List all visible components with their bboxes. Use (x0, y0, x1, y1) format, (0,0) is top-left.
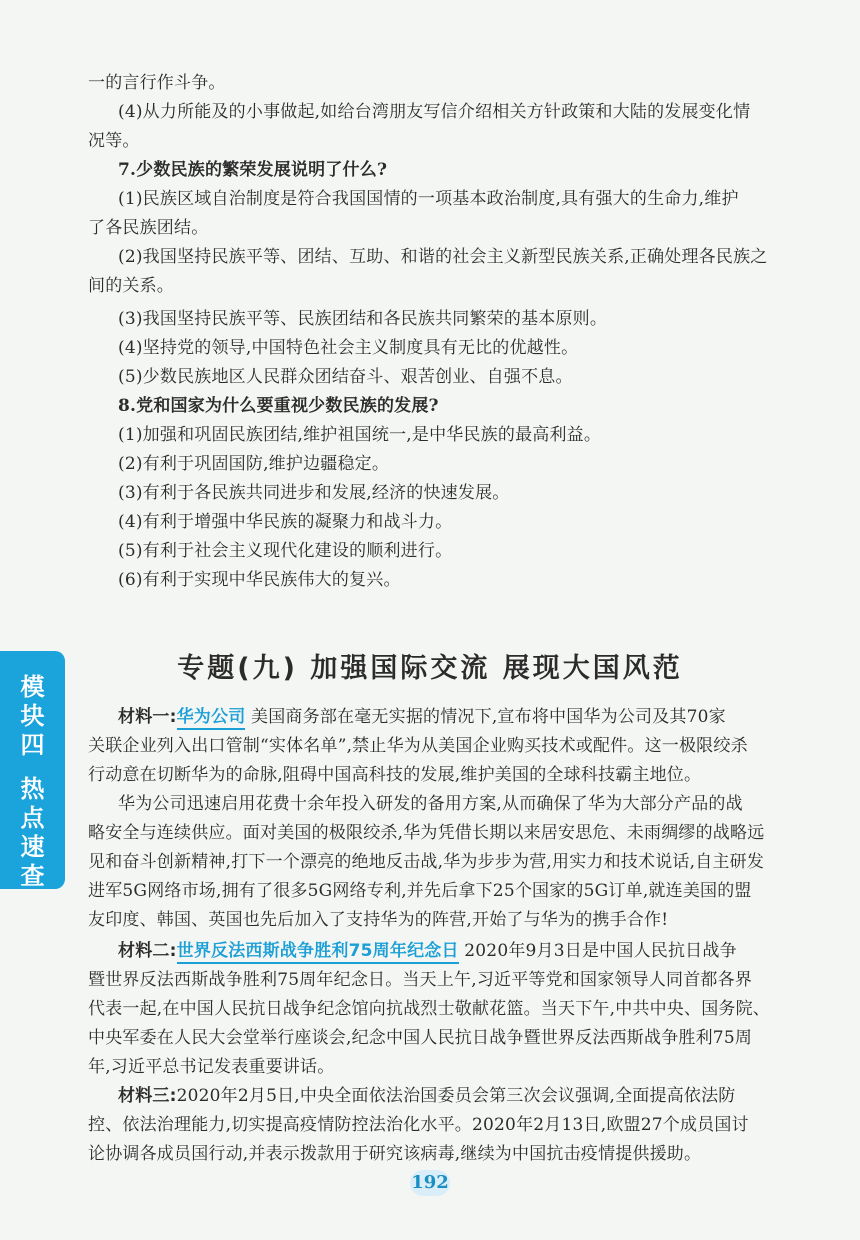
text-line: (4)有利于增强中华民族的凝聚力和战斗力。 (118, 512, 453, 532)
material-2-label: 材料二: (118, 941, 177, 961)
text-line: 行动意在切断华为的命脉,阻碍中国高科技的发展,维护美国的全球科技霸主地位。 (88, 765, 702, 785)
material-3-label: 材料三: (118, 1086, 177, 1106)
material-1-first-line (118, 706, 788, 728)
side-tab-char: 查 (20, 862, 45, 890)
module-side-tab (0, 651, 65, 889)
text-line: 了各民族团结。 (88, 218, 209, 238)
page-number: 192 (410, 1170, 450, 1196)
text-line: (5)有利于社会主义现代化建设的顺利进行。 (118, 541, 453, 561)
text-line: 控、依法治理能力,切实提高疫情防控法治化水平。2020年2月13日,欧盟27个成员国讨 (88, 1115, 749, 1135)
material-2-first-line (118, 940, 788, 962)
material-3-first-line (118, 1085, 788, 1107)
material-1-title: 华为公司 (177, 707, 246, 730)
text-line: (3)有利于各民族共同进步和发展,经济的快速发展。 (118, 483, 510, 503)
question-8-title: 8.党和国家为什么要重视少数民族的发展? (118, 396, 439, 416)
text-line: (1)加强和巩固民族团结,维护祖国统一,是中华民族的最高利益。 (118, 425, 602, 445)
material-2-text: 2020年9月3日是中国人民抗日战争 (458, 941, 737, 961)
material-1-label: 材料一: (118, 707, 177, 727)
material-1-text: 美国商务部在毫无实据的情况下,宣布将中国华为公司及其70家 (245, 707, 726, 727)
text-line: 进军5G网络市场,拥有了很多5G网络专利,并先后拿下25个国家的5G订单,就连美国的盟 (88, 881, 752, 901)
side-tab-char: 四 (20, 731, 45, 759)
text-line: 年,习近平总书记发表重要讲话。 (88, 1057, 335, 1077)
side-tab-char: 点 (20, 804, 45, 832)
side-tab-char: 热 (20, 775, 45, 803)
text-line: 论协调各成员国行动,并表示拨款用于研究该病毒,继续为中国抗击疫情提供援助。 (88, 1144, 702, 1164)
side-tab-char: 速 (20, 833, 45, 861)
material-3-text: 2020年2月5日,中央全面依法治国委员会第三次会议强调,全面提高依法防 (176, 1086, 736, 1106)
material-2-title: 世界反法西斯战争胜利75周年纪念日 (177, 941, 459, 964)
text-line: 代表一起,在中国人民抗日战争纪念馆向抗战烈士敬献花篮。当天下午,中共中央、国务院、 (88, 999, 771, 1019)
text-line: 见和奋斗创新精神,打下一个漂亮的绝地反击战,华为步步为营,用实力和技术说话,自主研发 (88, 852, 765, 872)
text-line: 友印度、韩国、英国也先后加入了支持华为的阵营,开始了与华为的携手合作! (88, 910, 669, 930)
text-line: (2)我国坚持民族平等、团结、互助、和谐的社会主义新型民族关系,正确处理各民族之 (118, 247, 768, 267)
side-tab-char: 模 (20, 673, 45, 701)
text-line: (6)有利于实现中华民族伟大的复兴。 (118, 570, 401, 590)
text-line: 华为公司迅速启用花费十余年投入研发的备用方案,从而确保了华为大部分产品的战 (118, 794, 743, 814)
text-line: 一的言行作斗争。 (88, 73, 226, 93)
text-line: 暨世界反法西斯战争胜利75周年纪念日。当天上午,习近平等党和国家领导人同首都各界 (88, 970, 753, 990)
text-line: (1)民族区域自治制度是符合我国国情的一项基本政治制度,具有强大的生命力,维护 (118, 189, 739, 209)
side-tab-char: 块 (20, 702, 45, 730)
text-line: 关联企业列入出口管制“实体名单”,禁止华为从美国企业购买技术或配件。这一极限绞杀 (88, 736, 748, 756)
text-line: 间的关系。 (88, 276, 174, 296)
text-line: (3)我国坚持民族平等、民族团结和各民族共同繁荣的基本原则。 (118, 309, 608, 329)
text-line: 中央军委在人民大会堂举行座谈会,纪念中国人民抗日战争暨世界反法西斯战争胜利75周 (88, 1028, 753, 1048)
text-line: 略安全与连续供应。面对美国的极限绞杀,华为凭借长期以来居安思危、未雨绸缪的战略远 (88, 823, 765, 843)
section-heading: 专题(九) 加强国际交流 展现大国风范 (177, 653, 683, 684)
text-line: (5)少数民族地区人民群众团结奋斗、艰苦创业、自强不息。 (118, 367, 573, 387)
question-7-title: 7.少数民族的繁荣发展说明了什么? (118, 160, 388, 180)
text-line: (4)坚持党的领导,中国特色社会主义制度具有无比的优越性。 (118, 338, 579, 358)
text-line: (2)有利于巩固国防,维护边疆稳定。 (118, 454, 390, 474)
text-line: (4)从力所能及的小事做起,如给台湾朋友写信介绍相关方针政策和大陆的发展变化情 (118, 102, 751, 122)
text-line: 况等。 (88, 131, 140, 151)
